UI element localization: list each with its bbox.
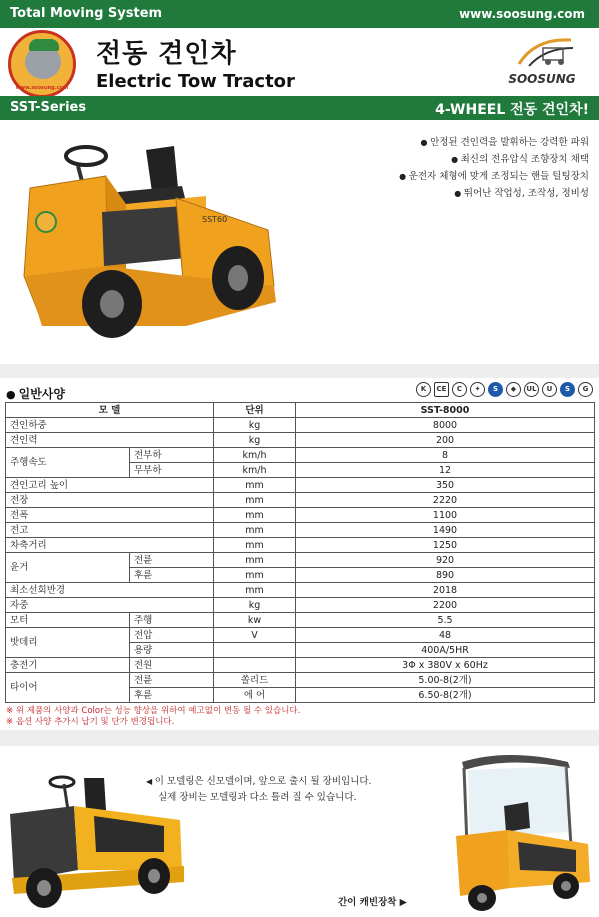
row-name: 윤거	[6, 553, 130, 583]
row-unit	[214, 643, 296, 658]
col-value: SST-8000	[296, 403, 595, 418]
cabin-caption: 간이 캐빈장착 ▶	[338, 897, 407, 908]
row-sub: 전부하	[130, 448, 214, 463]
feature-item: ● 뛰어난 작업성, 조작성, 정비성	[289, 185, 589, 202]
row-name: 견인고리 높이	[6, 478, 214, 493]
model-notice-line	[146, 790, 372, 806]
row-name: 타이어	[6, 673, 130, 703]
row-name: 모터	[6, 613, 130, 628]
row-value: 48	[296, 628, 595, 643]
row-value: 200	[296, 433, 595, 448]
feature-list	[289, 134, 589, 202]
table-row	[6, 523, 595, 538]
row-value: 1100	[296, 508, 595, 523]
notes	[6, 706, 300, 728]
row-unit: mm	[214, 538, 296, 553]
s-cert-icon: S	[560, 382, 575, 397]
blue-cert-icon: S	[488, 382, 503, 397]
row-sub: 용량	[130, 643, 214, 658]
model-notice	[146, 774, 372, 806]
row-name: 밧데리	[6, 628, 130, 658]
bullet-icon: ●	[6, 388, 16, 401]
divider-band	[0, 730, 599, 746]
title-korean: 전동 견인차	[96, 39, 237, 69]
divider-band	[0, 364, 599, 378]
row-value: 12	[296, 463, 595, 478]
row-value: 8	[296, 448, 595, 463]
mascot-ring-text: www.soosung.com	[15, 85, 69, 91]
ul-cert-icon: UL	[524, 382, 539, 397]
table-row	[6, 538, 595, 553]
series-bar	[0, 96, 599, 120]
row-unit: 쏠리드	[214, 673, 296, 688]
row-value: 2220	[296, 493, 595, 508]
row-unit: V	[214, 628, 296, 643]
table-row	[6, 448, 595, 463]
table-row	[6, 658, 595, 673]
row-unit: mm	[214, 568, 296, 583]
certification-icons	[416, 382, 593, 398]
header-left-text: Total Moving System	[10, 6, 163, 21]
row-value: 5.5	[296, 613, 595, 628]
table-row	[6, 628, 595, 643]
table-row	[6, 433, 595, 448]
row-sub: 전원	[130, 658, 214, 673]
row-value: 1250	[296, 538, 595, 553]
note-line: ※ 옵션 사양 추가시 납기 및 단가 변경됩니다.	[6, 717, 175, 727]
row-unit: mm	[214, 553, 296, 568]
cabin-model-image	[448, 752, 596, 912]
website-link[interactable]: www.soosung.com	[459, 7, 585, 21]
mascot-hat	[29, 39, 59, 51]
kc-cert-icon: K	[416, 382, 431, 397]
row-unit: mm	[214, 478, 296, 493]
spec-table	[5, 402, 595, 703]
table-row	[6, 478, 595, 493]
spec-heading	[6, 385, 65, 402]
row-unit: mm	[214, 508, 296, 523]
table-row	[6, 598, 595, 613]
series-tagline: 4-WHEEL 전동 견인차!	[435, 102, 589, 118]
row-value: 920	[296, 553, 595, 568]
row-name: 견인력	[6, 433, 214, 448]
brand-name: SOOSUNG	[508, 72, 576, 86]
row-unit: km/h	[214, 448, 296, 463]
row-name: 전폭	[6, 508, 214, 523]
row-value: 3Φ x 380V x 60Hz	[296, 658, 595, 673]
table-row	[6, 583, 595, 598]
row-value: 6.50-8(2개)	[296, 688, 595, 703]
row-name: 주행속도	[6, 448, 130, 478]
table-row	[6, 418, 595, 433]
feature-item: ● 안정된 견인력을 발휘하는 강력한 파워	[289, 134, 589, 151]
ul2-cert-icon: U	[542, 382, 557, 397]
row-value: 890	[296, 568, 595, 583]
row-sub: 전압	[130, 628, 214, 643]
col-model: 모 델	[6, 403, 214, 418]
row-name: 전고	[6, 523, 214, 538]
spec-heading-text: 일반사양	[18, 387, 65, 401]
table-header-row	[6, 403, 595, 418]
row-name: 충전기	[6, 658, 130, 673]
row-unit: kg	[214, 598, 296, 613]
row-sub: 전륜	[130, 553, 214, 568]
row-unit: 에 어	[214, 688, 296, 703]
row-value: 2018	[296, 583, 595, 598]
row-unit: mm	[214, 583, 296, 598]
col-unit: 단위	[214, 403, 296, 418]
table-row	[6, 613, 595, 628]
table-row	[6, 553, 595, 568]
table-row	[6, 493, 595, 508]
row-value: 2200	[296, 598, 595, 613]
row-value: 400A/5HR	[296, 643, 595, 658]
svg-text:SST60: SST60	[202, 215, 228, 224]
row-unit: mm	[214, 493, 296, 508]
model-notice-text-2: 실제 장비는 모델링과 다소 틀려 질 수 있습니다.	[158, 792, 357, 803]
g-cert-icon: G	[578, 382, 593, 397]
row-name: 전장	[6, 493, 214, 508]
model-notice-line	[146, 774, 372, 790]
elephant-mascot-icon	[8, 30, 76, 98]
row-unit	[214, 658, 296, 673]
row-unit: km/h	[214, 463, 296, 478]
model-notice-text-1: 이 모델링은 신모델이며, 앞으로 출시 될 장비입니다.	[154, 776, 372, 787]
row-name: 자중	[6, 598, 214, 613]
row-unit: kg	[214, 418, 296, 433]
ce-round-cert-icon: C	[452, 382, 467, 397]
row-sub: 주행	[130, 613, 214, 628]
title-english: Electric Tow Tractor	[96, 71, 295, 92]
feature-item: ● 운전자 체형에 맞게 조정되는 핸들 틸팅장치	[289, 168, 589, 185]
top-bar	[0, 0, 599, 28]
tow-tractor-image	[6, 126, 306, 362]
row-unit: kw	[214, 613, 296, 628]
row-value: 350	[296, 478, 595, 493]
row-name: 최소선회반경	[6, 583, 214, 598]
star-cert-icon: ✦	[470, 382, 485, 397]
note-line: ※ 위 제품의 사양과 Color는 성능 향상을 위하여 예고없이 변동 될 수 있습니다.	[6, 706, 301, 716]
ce-cert-icon: CE	[434, 382, 449, 397]
row-sub: 무부하	[130, 463, 214, 478]
feature-item: ● 최신의 전유압식 조향장치 채택	[289, 151, 589, 168]
row-unit: kg	[214, 433, 296, 448]
row-value: 1490	[296, 523, 595, 538]
table-row	[6, 673, 595, 688]
row-name: 견인하중	[6, 418, 214, 433]
row-value: 8000	[296, 418, 595, 433]
row-unit: mm	[214, 523, 296, 538]
series-name: SST-Series	[10, 100, 87, 115]
triangle-left-icon: ◀	[146, 777, 155, 786]
row-value: 5.00-8(2개)	[296, 673, 595, 688]
row-name: 차축거리	[6, 538, 214, 553]
row-sub: 후륜	[130, 568, 214, 583]
table-row	[6, 508, 595, 523]
soosung-logo	[499, 34, 585, 92]
row-sub: 후륜	[130, 688, 214, 703]
soosung-swoosh-icon	[515, 34, 577, 70]
row-sub: 전륜	[130, 673, 214, 688]
safety-cert-icon: ◆	[506, 382, 521, 397]
